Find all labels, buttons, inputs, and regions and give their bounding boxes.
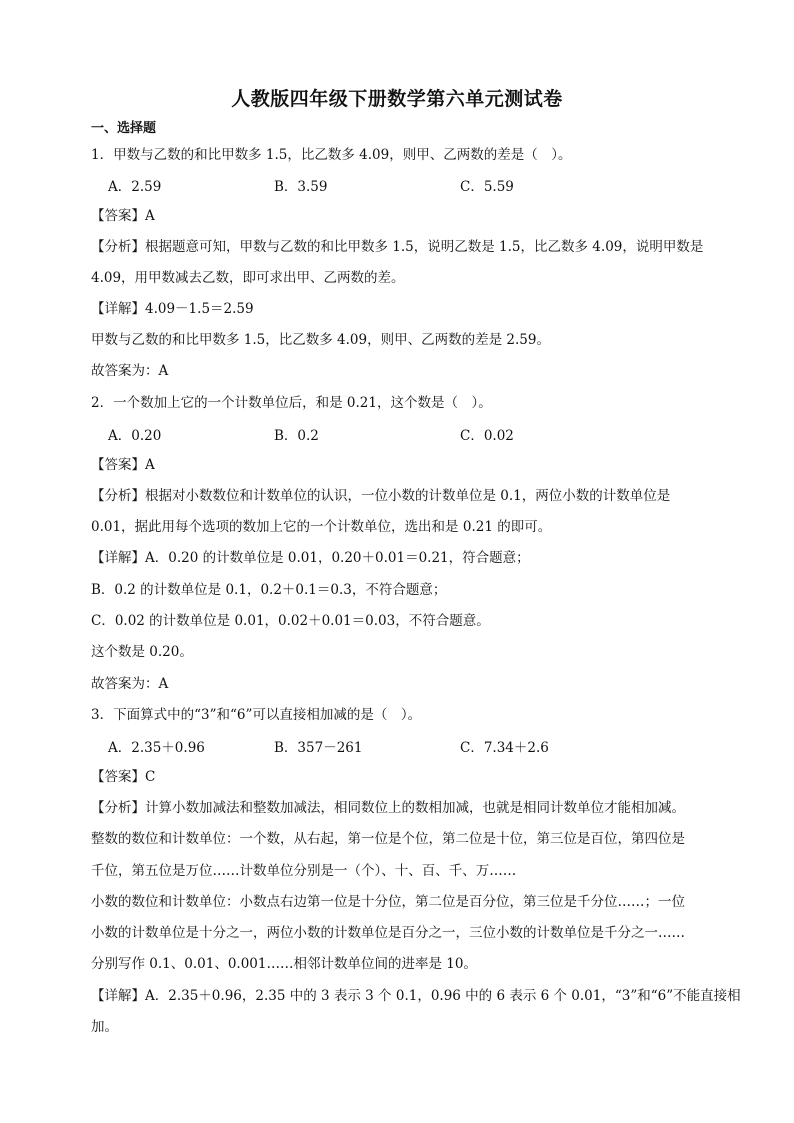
question-1-options: [0, 175, 794, 195]
question-3-analysis: 【分析】计算小数加减法和整数加减法，相同数位上的数相加减，也就是相同计数单位才能相加减。: [91, 800, 685, 816]
question-3-analysis-3: 千位，第五位是万位……计数单位分别是一（个）、十、百、千、万……: [91, 863, 517, 879]
option-c: C．0.02: [460, 428, 514, 444]
option-a: A．0.20: [108, 428, 162, 444]
question-2-stem: 2．一个数加上它的一个计数单位后，和是 0.21，这个数是（ ）。: [91, 395, 492, 411]
question-3-answer: 【答案】C: [91, 769, 156, 785]
question-2-analysis: 【分析】根据对小数数位和计数单位的认识，一位小数的计数单位是 0.1，两位小数的计数单位是: [91, 488, 671, 504]
question-2-detail: 【详解】A．0.20 的计数单位是 0.01，0.20＋0.01＝0.21，符合题意；: [91, 550, 530, 566]
question-1-final: 故答案为：A: [91, 363, 169, 379]
question-3-analysis-2: 整数的数位和计数单位：一个数，从右起，第一位是个位，第二位是十位，第三位是百位，第四位是: [91, 831, 685, 847]
option-b: B．357－261: [274, 740, 363, 756]
question-2-conclusion: 这个数是 0.20。: [91, 644, 193, 660]
page-title: 人教版四年级下册数学第六单元测试卷: [231, 88, 563, 110]
option-b: B．0.2: [274, 428, 319, 444]
question-1-answer: 【答案】A: [91, 208, 155, 224]
option-c: C．7.34＋2.6: [460, 740, 549, 756]
question-1-stem: 1．甲数与乙数的和比甲数多 1.5，比乙数多 4.09，则甲、乙两数的差是（ ）。: [91, 147, 572, 163]
question-1-detail: 【详解】4.09－1.5＝2.59: [91, 301, 254, 317]
option-a: A．2.59: [108, 179, 162, 195]
question-2-detail-b: B．0.2 的计数单位是 0.1，0.2＋0.1＝0.3，不符合题意；: [91, 582, 447, 598]
option-b: B．3.59: [274, 179, 328, 195]
question-2-answer: 【答案】A: [91, 457, 155, 473]
question-2-options: [0, 424, 794, 444]
question-3-detail: 【详解】A．2.35＋0.96，2.35 中的 3 表示 3 个 0.1，0.96 中的 6 表示 6 个 0.01，“3”和“6”不能直接相: [91, 988, 741, 1004]
question-3-stem: 3．下面算式中的“3”和“6”可以直接相加减的是（ ）。: [91, 707, 422, 723]
section-heading: 一、选择题: [91, 121, 157, 136]
question-1-analysis-cont: 4.09，用甲数减去乙数，即可求出甲、乙两数的差。: [91, 270, 405, 286]
option-c: C．5.59: [460, 179, 514, 195]
question-3-analysis-4: 小数的数位和计数单位：小数点右边第一位是十分位，第二位是百分位，第三位是千分位……；一位: [91, 894, 685, 910]
question-2-detail-c: C．0.02 的计数单位是 0.01，0.02＋0.01＝0.03，不符合题意。: [91, 613, 490, 629]
question-3-analysis-6: 分别写作 0.1、0.01、0.001……相邻计数单位间的进率是 10。: [91, 956, 477, 972]
question-2-analysis-cont: 0.01，据此用每个选项的数加上它的一个计数单位，选出和是 0.21 的即可。: [91, 519, 552, 535]
question-1-analysis: 【分析】根据题意可知，甲数与乙数的和比甲数多 1.5，说明乙数是 1.5，比乙数多 4.09，说明甲数是: [91, 239, 704, 255]
option-a: A．2.35＋0.96: [108, 740, 205, 756]
question-3-analysis-5: 小数的计数单位是十分之一，两位小数的计数单位是百分之一，三位小数的计数单位是千分之一……: [91, 925, 685, 941]
question-3-detail-cont: 加。: [91, 1019, 118, 1035]
question-2-final: 故答案为：A: [91, 676, 169, 692]
question-1-detail-cont: 甲数与乙数的和比甲数多 1.5，比乙数多 4.09，则甲、乙两数的差是 2.59。: [91, 332, 550, 348]
question-3-options: [0, 736, 794, 756]
